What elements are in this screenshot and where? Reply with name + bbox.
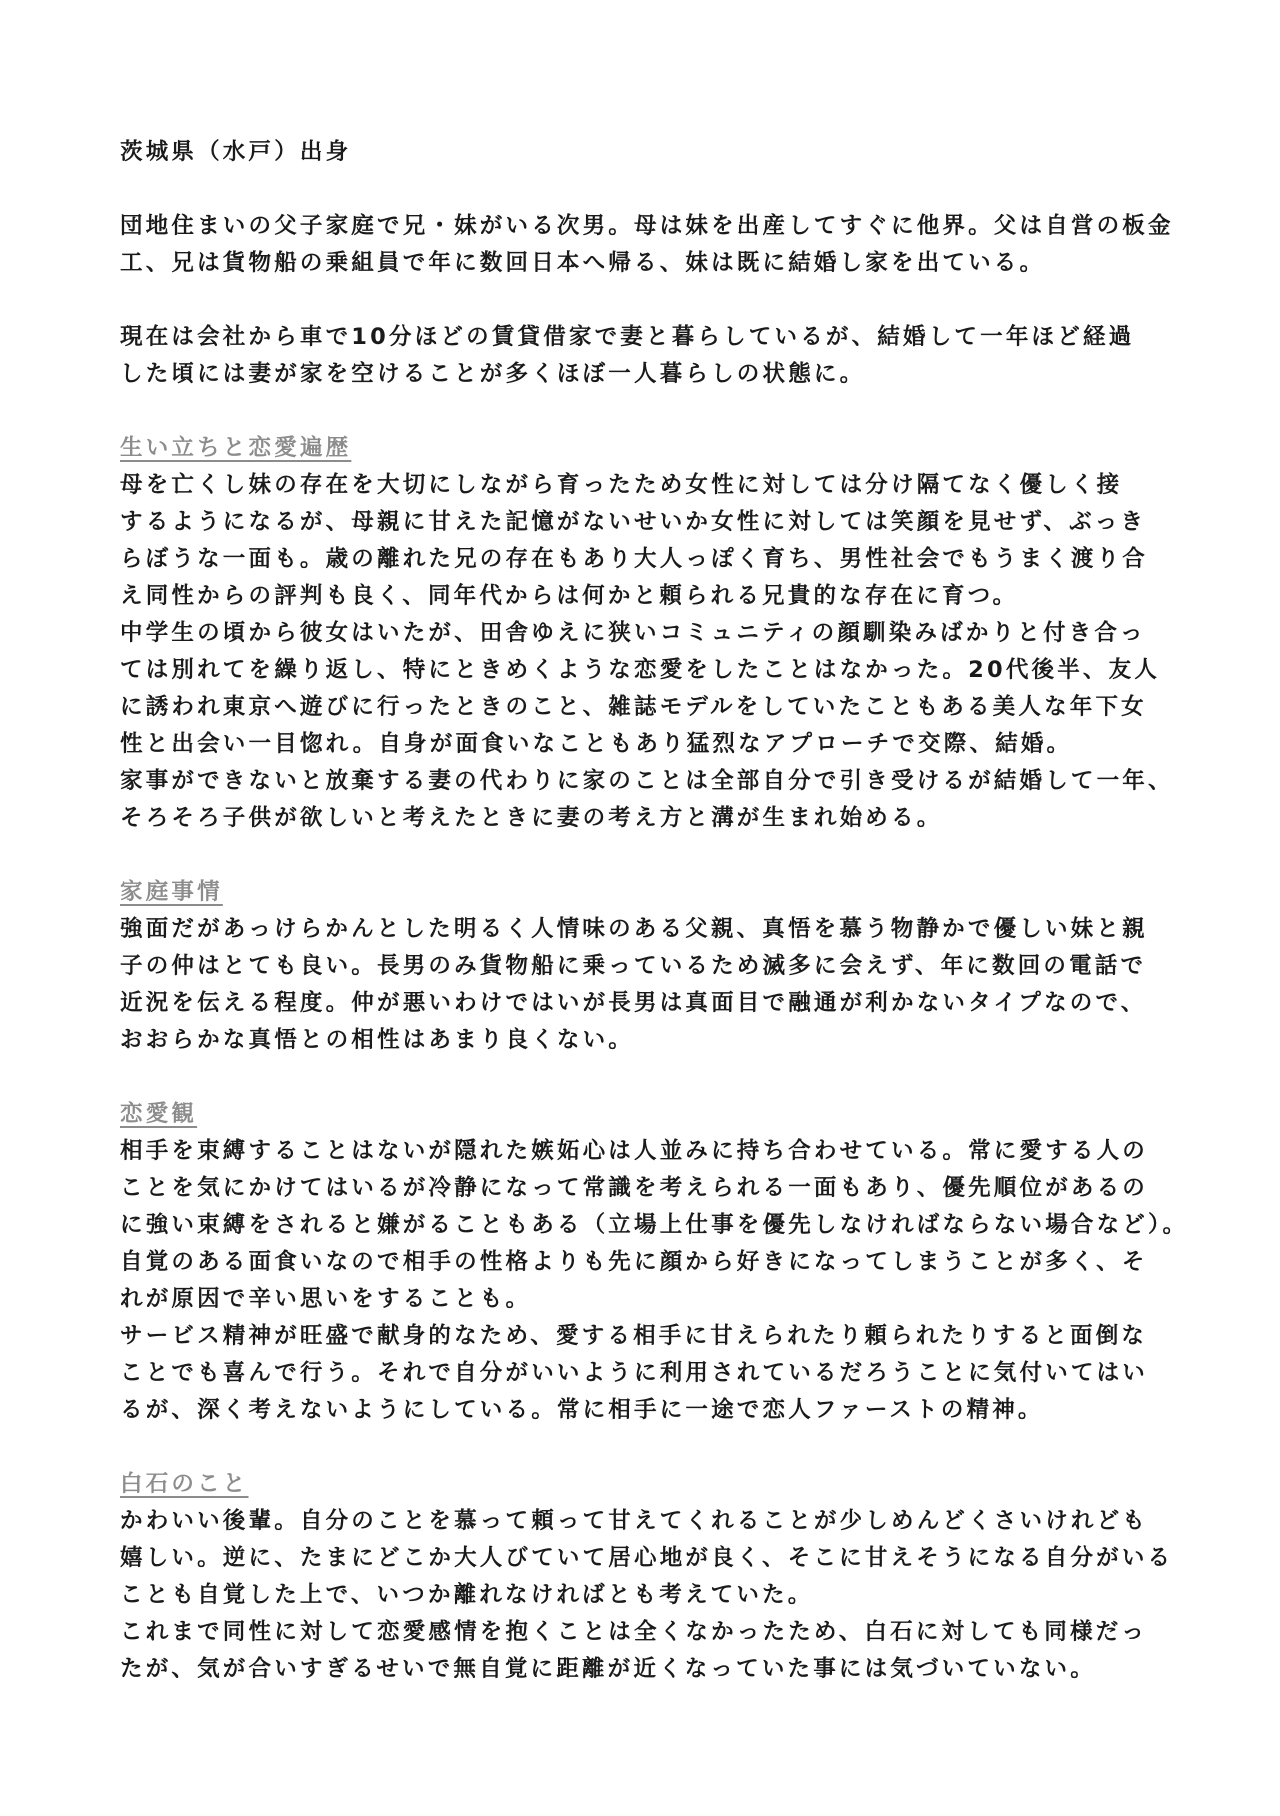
current-living-paragraph (120, 319, 1220, 393)
text-line: 子の仲はとても良い。長男のみ貨物船に乗っているため滅多に会えず、年に数回の電話で (120, 953, 1147, 979)
text-line: 嬉しい。逆に、たまにどこか大人びていて居心地が良く、そこに甘えそうになる自分がいる (120, 1545, 1174, 1571)
section-about-shiraishi (120, 1466, 1220, 1688)
document-page (120, 134, 1220, 1688)
text-line: 現在は会社から車で10分ほどの賃貸借家で妻と暮らしているが、結婚して一年ほど経過 (120, 324, 1135, 350)
text-line: 自覚のある面食いなので相手の性格よりも先に顔から好きになってしまうことが多く、そ (120, 1249, 1148, 1275)
section-heading: 生い立ちと恋愛遍歴 (120, 435, 352, 461)
text-line: ことでも喜んで行う。それで自分がいいように利用されているだろうことに気付いてはい (120, 1360, 1149, 1386)
text-line: かわいい後輩。自分のことを慕って頼って甘えてくれることが少しめんどくさいけれども (120, 1508, 1149, 1534)
text-line: 母を亡くし妹の存在を大切にしながら育ったため女性に対しては分け隔てなく優しく接 (120, 472, 1123, 498)
text-line: 強面だがあっけらかんとした明るく人情味のある父親、真悟を慕う物静かで優しい妹と親 (120, 916, 1148, 942)
text-line: これまで同性に対して恋愛感情を抱くことは全くなかったため、白石に対しても同様だっ (120, 1619, 1148, 1645)
text-line: 近況を伝える程度。仲が悪いわけではいが長男は真面目で融通が利かないタイプなので、 (120, 990, 1147, 1016)
section-heading: 白石のこと (120, 1471, 249, 1497)
section-upbringing (120, 430, 1220, 837)
text-line: そろそろ子供が欲しいと考えたときに妻の考え方と溝が生まれ始める。 (120, 805, 943, 831)
text-line: 性と出会い一目惚れ。自身が面食いなこともあり猛烈なアプローチで交際、結婚。 (120, 731, 1073, 757)
family-paragraph (120, 208, 1220, 282)
section-heading: 家庭事情 (120, 879, 223, 905)
text-line: ことも自覚した上で、いつか離れなければとも考えていた。 (120, 1582, 814, 1608)
text-line: ことを気にかけてはいるが冷静になって常識を考えられる一面もあり、優先順位があるの (120, 1175, 1149, 1201)
text-line: え同性からの評判も良く、同年代からは何かと頼られる兄貴的な存在に育つ。 (120, 583, 1019, 609)
text-line: らぼうな一面も。歳の離れた兄の存在もあり大人っぽく育ち、男性社会でもうまく渡り合 (120, 546, 1149, 572)
section-family-circumstances (120, 874, 1220, 1059)
section-view-of-love (120, 1096, 1220, 1429)
text-line: おおらかな真悟との相性はあまり良くない。 (120, 1027, 635, 1053)
text-line: るが、深く考えないようにしている。常に相手に一途で恋人ファーストの精神。 (120, 1397, 1044, 1423)
text-line: 中学生の頃から彼女はいたが、田舎ゆえに狭いコミュニティの顔馴染みばかりと付き合っ (120, 620, 1146, 646)
text-line: ては別れてを繰り返し、特にときめくような恋愛をしたことはなかった。20代後半、友人 (120, 657, 1161, 683)
text-line: に強い束縛をされると嫌がることもある（立場上仕事を優先しなければならない場合など）。 (120, 1212, 1189, 1238)
text-line: 家事ができないと放棄する妻の代わりに家のことは全部自分で引き受けるが結婚して一年、 (120, 768, 1174, 794)
text-line: 団地住まいの父子家庭で兄・妹がいる次男。母は妹を出産してすぐに他界。父は自営の板金 (120, 213, 1174, 239)
text-line: れが原因で辛い思いをすることも。 (120, 1286, 532, 1312)
text-line: に誘われ東京へ遊びに行ったときのこと、雑誌モデルをしていたこともある美人な年下女 (120, 694, 1147, 720)
text-line: 相手を束縛することはないが隠れた嫉妬心は人並みに持ち合わせている。常に愛する人の (120, 1138, 1149, 1164)
section-heading: 恋愛観 (120, 1101, 198, 1127)
text-line: した頃には妻が家を空けることが多くほぼ一人暮らしの状態に。 (120, 361, 866, 387)
origin-line: 茨城県（水戸）出身 (120, 139, 352, 165)
text-line: 工、兄は貨物船の乗組員で年に数回日本へ帰る、妹は既に結婚し家を出ている。 (120, 250, 1046, 276)
text-line: するようになるが、母親に甘えた記憶がないせいか女性に対しては笑顔を見せず、ぶっき (120, 509, 1147, 535)
text-line: サービス精神が旺盛で献身的なため、愛する相手に甘えられたり頼られたりすると面倒な (120, 1323, 1148, 1349)
text-line: たが、気が合いすぎるせいで無自覚に距離が近くなっていた事には気づいていない。 (120, 1656, 1096, 1682)
